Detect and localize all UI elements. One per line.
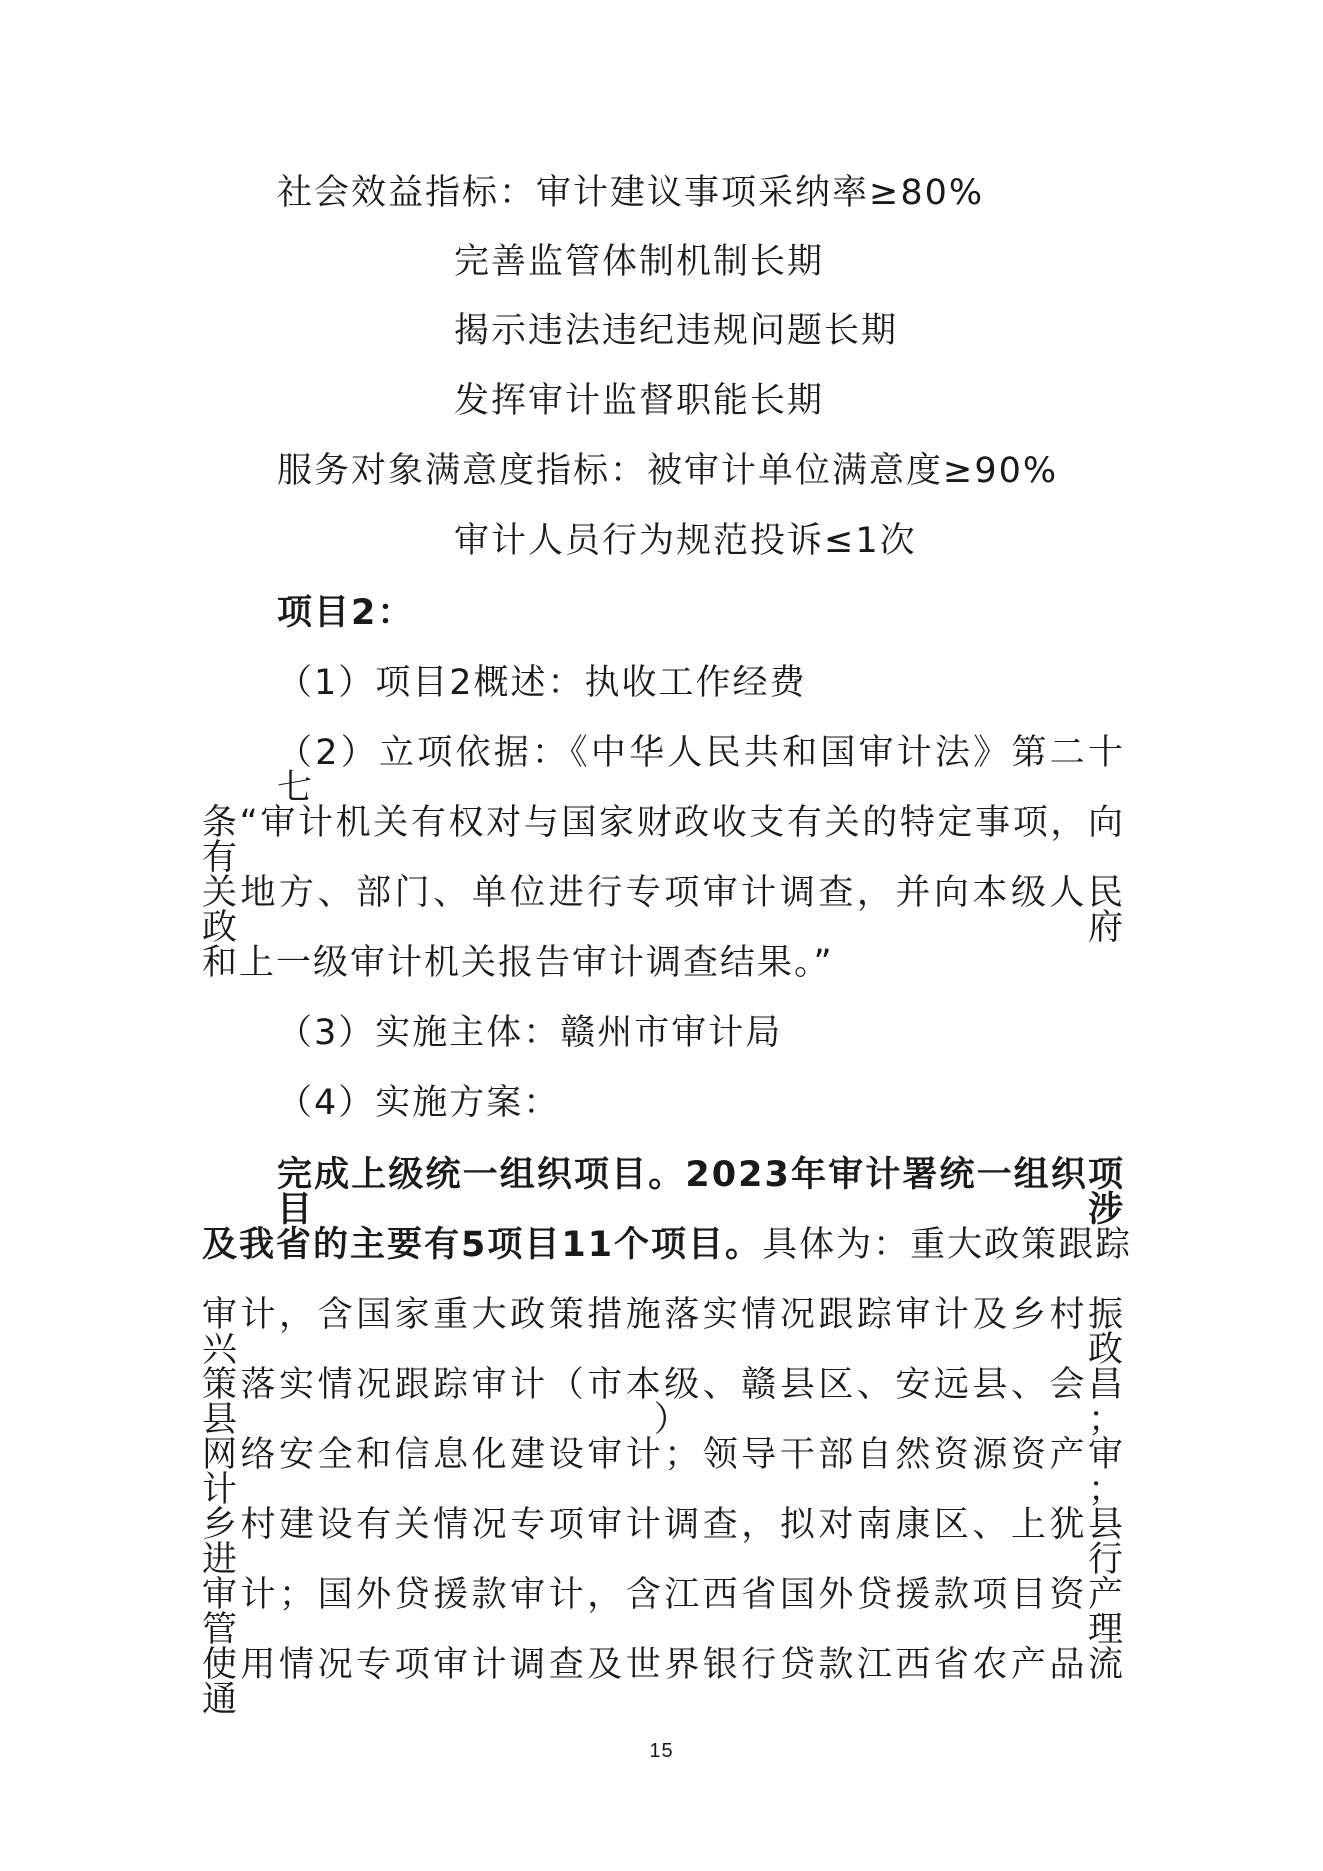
satisfaction-indicator: 服务对象满意度指标：被审计单位满意度≥90% [277,451,1059,491]
social-benefit-item: 发挥审计监督职能长期 [454,381,825,421]
page-number: 15 [649,1740,674,1762]
project2-basis-line: 和上一级审计机关报告审计调查结果。” [202,943,834,983]
project2-basis-line: （2）立项依据：《中华人民共和国审计法》第二十七 [277,733,1125,808]
plan-summary-line: 完成上级统一组织项目。2023年审计署统一组织项目涉 [277,1155,1125,1230]
satisfaction-item: 审计人员行为规范投诉≤1次 [454,521,917,561]
project2-basis-line: 条“审计机关有权对与国家财政收支有关的特定事项，向有 [202,803,1125,878]
plan-detail-line: 使用情况专项审计调查及世界银行贷款江西省农产品流通 [202,1645,1125,1720]
plan-detail-line: 审计，含国家重大政策措施落实情况跟踪审计及乡村振兴政 [202,1295,1125,1370]
plan-detail-line: 网络安全和信息化建设审计；领导干部自然资源资产审计； [202,1435,1125,1510]
project2-basis-line: 关地方、部门、单位进行专项审计调查，并向本级人民政府 [202,873,1125,948]
project2-entity: （3）实施主体：赣州市审计局 [277,1013,783,1053]
plan-summary-bold: 及我省的主要有5项目11个项目。 [202,1225,763,1265]
project2-heading: 项目2： [277,593,415,633]
plan-summary-rest: 具体为：重大政策跟踪 [762,1225,1133,1265]
plan-summary-line [202,1225,1133,1265]
social-benefit-item: 揭示违法违纪违规问题长期 [454,311,899,351]
project2-plan-label: （4）实施方案： [277,1083,561,1123]
plan-detail-line: 策落实情况跟踪审计（市本级、赣县区、安远县、会昌县）； [202,1365,1125,1440]
project2-overview: （1）项目2概述：执收工作经费 [277,663,807,703]
social-benefit-indicator: 社会效益指标：审计建议事项采纳率≥80% [277,173,985,213]
plan-detail-line: 审计；国外贷援款审计，含江西省国外贷援款项目资产管理 [202,1575,1125,1650]
social-benefit-item: 完善监管体制机制长期 [454,242,825,282]
plan-detail-line: 乡村建设有关情况专项审计调查，拟对南康区、上犹县进行 [202,1505,1125,1580]
